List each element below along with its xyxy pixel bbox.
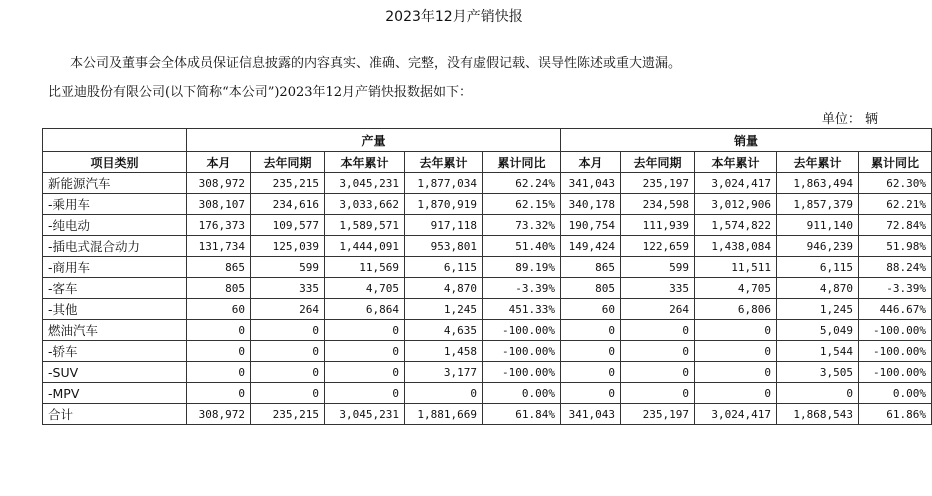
- table-cell: -100.00%: [859, 362, 932, 383]
- table-row: [43, 215, 932, 236]
- table-cell: 0: [251, 362, 325, 383]
- table-cell: 1,544: [777, 341, 859, 362]
- table-row: [43, 341, 932, 362]
- table-cell: 0: [251, 383, 325, 404]
- table-cell: 865: [187, 257, 251, 278]
- table-cell: 0: [777, 383, 859, 404]
- column-header-row: [43, 152, 932, 173]
- table-cell: 89.19%: [483, 257, 561, 278]
- table-cell: 61.86%: [859, 404, 932, 425]
- table-cell: 3,177: [405, 362, 483, 383]
- table-cell: 0: [251, 341, 325, 362]
- table-cell: 946,239: [777, 236, 859, 257]
- table-cell: 51.98%: [859, 236, 932, 257]
- column-header: 去年同期: [251, 152, 325, 173]
- row-category: -MPV: [43, 383, 187, 404]
- table-cell: -100.00%: [859, 320, 932, 341]
- table-row: [43, 278, 932, 299]
- table-cell: 111,939: [621, 215, 695, 236]
- table-row: [43, 383, 932, 404]
- table-cell: 335: [621, 278, 695, 299]
- row-category: -客车: [43, 278, 187, 299]
- table-cell: 1,868,543: [777, 404, 859, 425]
- table-cell: 3,045,231: [325, 404, 405, 425]
- table-cell: 0: [325, 383, 405, 404]
- table-cell: 0: [621, 383, 695, 404]
- table-cell: 0: [187, 341, 251, 362]
- column-header: 去年累计: [777, 152, 859, 173]
- table-cell: 599: [621, 257, 695, 278]
- table-cell: 3,024,417: [695, 173, 777, 194]
- table-cell: 62.21%: [859, 194, 932, 215]
- table-cell: 264: [621, 299, 695, 320]
- column-header: 本年累计: [695, 152, 777, 173]
- table-cell: 0: [187, 320, 251, 341]
- table-cell: 0: [695, 341, 777, 362]
- table-cell: 341,043: [561, 173, 621, 194]
- table-cell: 1,870,919: [405, 194, 483, 215]
- blank-header-cell: [43, 129, 187, 152]
- table-cell: 911,140: [777, 215, 859, 236]
- table-cell: 805: [561, 278, 621, 299]
- table-cell: 341,043: [561, 404, 621, 425]
- table-row: [43, 404, 932, 425]
- table-cell: -100.00%: [483, 341, 561, 362]
- table-cell: 1,877,034: [405, 173, 483, 194]
- table-cell: 1,245: [405, 299, 483, 320]
- row-category: -乘用车: [43, 194, 187, 215]
- table-cell: 1,438,084: [695, 236, 777, 257]
- table-row: [43, 173, 932, 194]
- table-cell: 264: [251, 299, 325, 320]
- table-cell: 6,115: [777, 257, 859, 278]
- table-cell: 72.84%: [859, 215, 932, 236]
- table-cell: 3,505: [777, 362, 859, 383]
- row-category: 燃油汽车: [43, 320, 187, 341]
- production-sales-table: [42, 128, 932, 425]
- table-cell: 4,705: [695, 278, 777, 299]
- table-cell: 865: [561, 257, 621, 278]
- table-cell: 0: [325, 362, 405, 383]
- intro-text: 比亚迪股份有限公司(以下简称“本公司”)2023年12月产销快报数据如下：: [48, 85, 473, 100]
- table-row: [43, 299, 932, 320]
- column-header: 本月: [187, 152, 251, 173]
- sales-group-header: 销量: [561, 129, 932, 152]
- table-cell: 73.32%: [483, 215, 561, 236]
- production-group-header: 产量: [187, 129, 561, 152]
- table-cell: 0: [695, 320, 777, 341]
- table-row: [43, 194, 932, 215]
- table-cell: 3,045,231: [325, 173, 405, 194]
- table-cell: 88.24%: [859, 257, 932, 278]
- table-cell: 3,024,417: [695, 404, 777, 425]
- table-cell: 190,754: [561, 215, 621, 236]
- table-cell: 60: [561, 299, 621, 320]
- table-cell: 308,107: [187, 194, 251, 215]
- table-cell: 1,589,571: [325, 215, 405, 236]
- table-cell: 0: [405, 383, 483, 404]
- table-cell: 61.84%: [483, 404, 561, 425]
- table-cell: 149,424: [561, 236, 621, 257]
- table-cell: 122,659: [621, 236, 695, 257]
- table-cell: 60: [187, 299, 251, 320]
- column-header: 累计同比: [483, 152, 561, 173]
- table-cell: 1,857,379: [777, 194, 859, 215]
- table-cell: 805: [187, 278, 251, 299]
- table-cell: 917,118: [405, 215, 483, 236]
- table-cell: 340,178: [561, 194, 621, 215]
- table-cell: 0: [621, 341, 695, 362]
- table-row: [43, 362, 932, 383]
- row-category: -其他: [43, 299, 187, 320]
- table-cell: 0: [325, 341, 405, 362]
- table-cell: 62.15%: [483, 194, 561, 215]
- table-cell: 0: [251, 320, 325, 341]
- table-cell: 4,705: [325, 278, 405, 299]
- column-header: 去年累计: [405, 152, 483, 173]
- unit-label: 单位： 辆: [821, 112, 878, 127]
- table-cell: 235,215: [251, 173, 325, 194]
- table-cell: 6,806: [695, 299, 777, 320]
- table-cell: 0: [561, 341, 621, 362]
- table-cell: 4,870: [777, 278, 859, 299]
- table-cell: 51.40%: [483, 236, 561, 257]
- table-cell: 62.24%: [483, 173, 561, 194]
- column-header: 本月: [561, 152, 621, 173]
- table-cell: 4,635: [405, 320, 483, 341]
- row-category: -轿车: [43, 341, 187, 362]
- table-cell: 234,616: [251, 194, 325, 215]
- row-category: -纯电动: [43, 215, 187, 236]
- table-cell: 1,574,822: [695, 215, 777, 236]
- table-cell: 0: [187, 383, 251, 404]
- table-cell: 599: [251, 257, 325, 278]
- table-cell: 176,373: [187, 215, 251, 236]
- table-cell: 109,577: [251, 215, 325, 236]
- table-cell: 235,215: [251, 404, 325, 425]
- table-cell: -3.39%: [859, 278, 932, 299]
- table-cell: 5,049: [777, 320, 859, 341]
- table-cell: 0: [561, 362, 621, 383]
- table-cell: 235,197: [621, 173, 695, 194]
- table-row: [43, 257, 932, 278]
- table-row: [43, 320, 932, 341]
- row-category: -插电式混合动力: [43, 236, 187, 257]
- table-row: [43, 236, 932, 257]
- table-cell: 451.33%: [483, 299, 561, 320]
- table-cell: -100.00%: [483, 362, 561, 383]
- table-cell: 1,444,091: [325, 236, 405, 257]
- row-category: 新能源汽车: [43, 173, 187, 194]
- table-cell: -3.39%: [483, 278, 561, 299]
- table-cell: 0: [561, 320, 621, 341]
- table-cell: 6,864: [325, 299, 405, 320]
- row-category: -SUV: [43, 362, 187, 383]
- column-header: 本年累计: [325, 152, 405, 173]
- table-cell: 1,458: [405, 341, 483, 362]
- table-cell: 11,511: [695, 257, 777, 278]
- category-header: 项目类别: [43, 152, 187, 173]
- table-cell: 11,569: [325, 257, 405, 278]
- disclosure-statement: 本公司及董事会全体成员保证信息披露的内容真实、准确、完整，没有虚假记载、误导性陈述或重大遗漏。: [70, 56, 682, 71]
- column-header: 累计同比: [859, 152, 932, 173]
- table-cell: 0: [561, 383, 621, 404]
- table-cell: 446.67%: [859, 299, 932, 320]
- table-cell: 308,972: [187, 404, 251, 425]
- column-header: 去年同期: [621, 152, 695, 173]
- table-cell: 0: [325, 320, 405, 341]
- table-cell: 0: [621, 320, 695, 341]
- table-cell: 0: [695, 383, 777, 404]
- table-cell: 234,598: [621, 194, 695, 215]
- table-cell: 335: [251, 278, 325, 299]
- row-category: -商用车: [43, 257, 187, 278]
- table-cell: 1,881,669: [405, 404, 483, 425]
- table-cell: -100.00%: [483, 320, 561, 341]
- table-cell: 125,039: [251, 236, 325, 257]
- page-title: 2023年12月产销快报: [385, 9, 523, 25]
- group-header-row: [43, 129, 932, 152]
- table-cell: 953,801: [405, 236, 483, 257]
- table-cell: 4,870: [405, 278, 483, 299]
- table-cell: 3,012,906: [695, 194, 777, 215]
- table-cell: 0: [187, 362, 251, 383]
- table-body: [43, 173, 932, 425]
- table-cell: 6,115: [405, 257, 483, 278]
- table-cell: 235,197: [621, 404, 695, 425]
- table-cell: 62.30%: [859, 173, 932, 194]
- table-cell: 0.00%: [859, 383, 932, 404]
- table-cell: 308,972: [187, 173, 251, 194]
- table-cell: -100.00%: [859, 341, 932, 362]
- table-cell: 1,245: [777, 299, 859, 320]
- table-cell: 131,734: [187, 236, 251, 257]
- table-cell: 0.00%: [483, 383, 561, 404]
- table-cell: 1,863,494: [777, 173, 859, 194]
- table-cell: 0: [695, 362, 777, 383]
- table-cell: 3,033,662: [325, 194, 405, 215]
- row-category: 合计: [43, 404, 187, 425]
- table-cell: 0: [621, 362, 695, 383]
